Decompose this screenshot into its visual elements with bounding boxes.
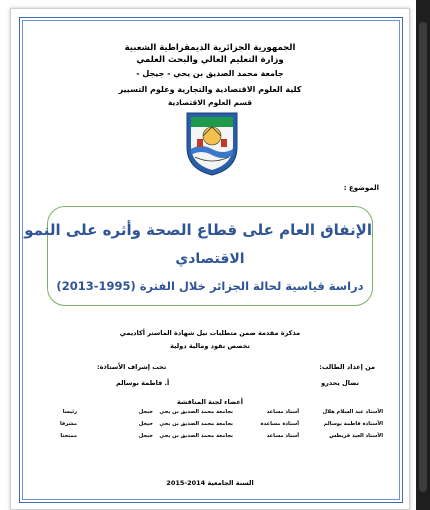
member-rank: أستاذ مساعد [266,409,299,415]
memo-description: مذكرة مقدمة ضمن متطلبات نيل شهادة الماستر أكاديمي [119,329,301,337]
university-logo [183,109,241,177]
department-name: قسم العلوم الاقتصادية [167,98,253,107]
committee-row [43,433,383,445]
university-name: جامعة محمد الصديق بن يحي - جيجل - [136,69,284,78]
committee-title: أعضاء لجنة المناقشة [176,398,243,406]
member-university: بجامعة محمد الصديق بن يحي [159,433,233,439]
member-city: جيجل [138,433,153,439]
committee-row [43,421,383,433]
member-city: جيجل [138,421,153,427]
republic-name: الجمهورية الجزائرية الديمقراطية الشعبية [124,43,296,53]
member-role: مشرفا [59,421,77,427]
ministry-name: وزارة التعليم العالي والبحث العلمي [136,55,284,65]
committee-row [43,409,383,421]
member-university: بجامعة محمد الصديق بن يحي [159,421,233,427]
thesis-title-line2: الاقتصادي [175,251,245,267]
committee-table [43,409,383,445]
member-name: الأستاذ عبد السلام هلال [322,409,383,415]
member-rank: أستاذة مساعدة [260,421,299,427]
subject-label: الموضوع : [343,184,379,192]
member-name: الأستاذ العيد فريطس [329,433,383,439]
thesis-title-line1: الإنفاق العام على قطاع الصحة وأثره على النمو [24,221,372,239]
member-rank: أستاذ مساعد [266,433,299,439]
member-role: ممتحنا [60,433,77,439]
student-name: نضال يحدرو [321,379,359,387]
member-city: جيجل [138,409,153,415]
academic-year: السنة الجامعية 2014-2015 [166,479,254,487]
student-heading: من إعداد الطالب: [319,363,375,371]
member-role: رئيسا [62,409,77,415]
vertical-scrollbar[interactable] [416,0,430,510]
document-page [10,8,410,510]
supervisor-name: أ. فاطمة بوسالم [116,379,170,387]
specialization: تخصص نقود ومالية دولية [170,342,250,350]
faculty-name: كلية العلوم الاقتصادية والتجارية وعلوم التسيير [118,85,302,94]
scrollbar-thumb[interactable] [419,22,427,492]
member-university: بجامعة محمد الصديق بن يحي [159,409,233,415]
thesis-subtitle: دراسة قياسية لحالة الجزائر خلال الفترة (1995-2013) [56,279,364,293]
title-box [24,206,373,306]
member-name: الأستاذة فاطمة بوسالم [323,421,383,427]
supervisor-heading: تحت إشراف الأستاذة: [97,363,167,371]
